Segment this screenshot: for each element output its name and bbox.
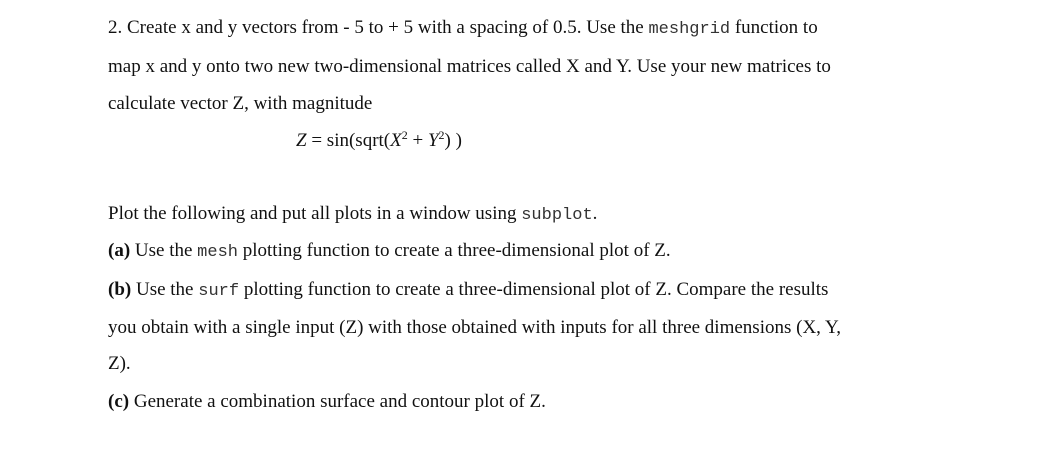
part-b-text-b: plotting function to create a three-dimensional plot of Z. Compare the results: [239, 279, 829, 300]
part-c-label: (c): [108, 391, 130, 412]
part-a: [108, 240, 671, 264]
problem-line-4-text-b: .: [592, 203, 598, 224]
code-meshgrid: meshgrid: [648, 20, 731, 39]
part-b-text-a: Use the: [131, 279, 199, 300]
problem-line-4-text-a: Plot the following and put all plots in a window using: [108, 203, 522, 224]
formula-exp-1: 2: [401, 128, 408, 142]
problem-line-1: [108, 17, 818, 41]
part-a-label: (a): [108, 240, 131, 261]
part-c: [108, 391, 546, 413]
part-b-label: (b): [108, 279, 132, 300]
formula-x: X: [390, 130, 402, 151]
code-mesh: mesh: [197, 243, 238, 262]
formula: [296, 130, 462, 152]
problem-line-1-text-b: function to: [730, 17, 818, 38]
part-b-line-2: you obtain with a single input (Z) with those obtained with inputs for all three dimensions (X, Y,: [108, 317, 841, 338]
part-a-text-b: plotting function to create a three-dimensional plot of Z.: [237, 240, 671, 261]
code-subplot: subplot: [521, 206, 593, 225]
formula-eq: = sin(sqrt(: [306, 130, 391, 151]
problem-line-2: map x and y onto two new two-dimensional matrices called X and Y. Use your new matrices to: [108, 56, 831, 77]
formula-y: Y: [427, 130, 439, 151]
formula-z: Z: [296, 130, 307, 151]
formula-exp-2: 2: [438, 128, 445, 142]
problem-line-4: [108, 203, 597, 227]
formula-plus: +: [407, 130, 428, 151]
part-b-line-3: Z).: [108, 353, 131, 374]
part-a-text-a: Use the: [130, 240, 198, 261]
problem-line-1-text-a: 2. Create x and y vectors from - 5 to + 5 with a spacing of 0.5. Use the: [108, 17, 649, 38]
part-b: [108, 279, 828, 303]
problem-line-3: calculate vector Z, with magnitude: [108, 93, 373, 114]
formula-close: ) ): [444, 130, 462, 151]
code-surf: surf: [198, 282, 240, 301]
part-c-text: Generate a combination surface and contour plot of Z.: [129, 391, 546, 412]
